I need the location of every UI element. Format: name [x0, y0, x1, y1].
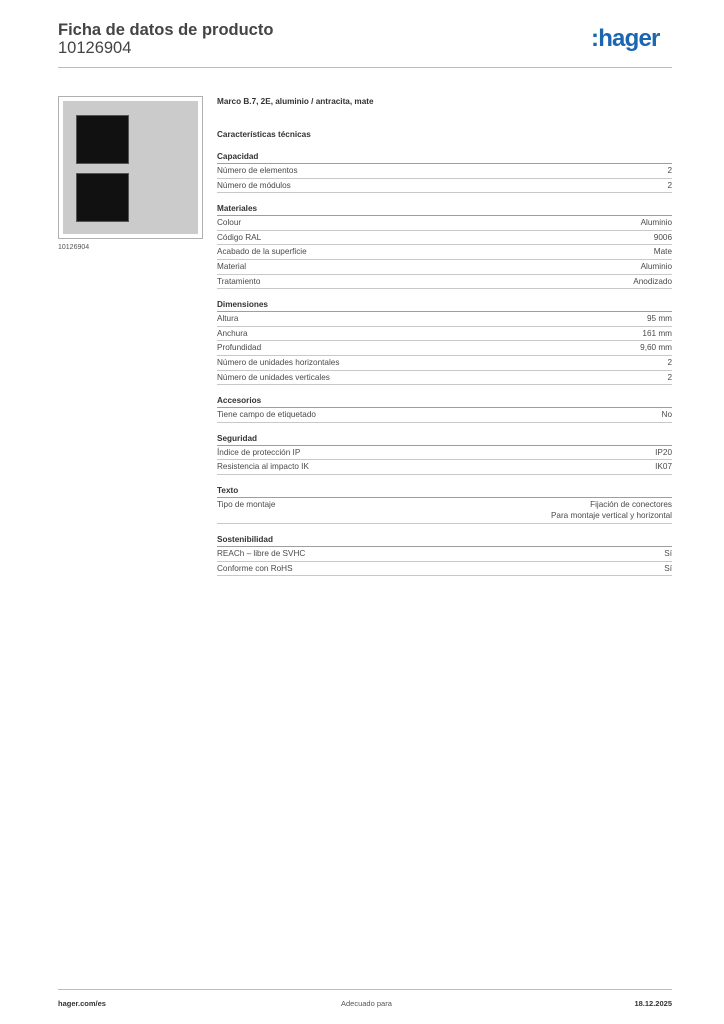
product-image	[58, 96, 203, 239]
spec-row	[217, 341, 672, 356]
spec-row	[217, 460, 672, 475]
spec-label: Código RAL	[217, 232, 262, 242]
spec-label: Número de unidades horizontales	[217, 357, 340, 367]
spec-row	[217, 275, 672, 290]
spec-label: Tiene campo de etiquetado	[217, 410, 316, 420]
section-title: Texto	[217, 485, 672, 498]
spec-value-line-1: Fijación de conectores	[590, 499, 672, 509]
section-accesorios	[217, 395, 672, 423]
spec-value: IK07	[655, 462, 672, 472]
image-caption: 10126904	[58, 244, 90, 251]
section-title: Seguridad	[217, 433, 672, 446]
hager-logo[interactable]: :hager	[591, 25, 660, 52]
spec-row	[217, 231, 672, 246]
spec-row	[217, 260, 672, 275]
spec-value: Mate	[653, 247, 672, 257]
spec-value: Aluminio	[640, 218, 672, 228]
section-title: Dimensiones	[217, 299, 672, 312]
spec-value: 9,60 mm	[640, 343, 672, 353]
spec-label: Profundidad	[217, 343, 262, 353]
header-divider	[58, 67, 672, 68]
spec-label: Índice de protección IP	[217, 447, 301, 457]
spec-row	[217, 562, 672, 577]
spec-value: 2	[667, 180, 672, 190]
spec-label: Tratamiento	[217, 276, 261, 286]
spec-label: Número de unidades verticales	[217, 372, 330, 382]
product-title: Marco B.7, 2E, aluminio / antracita, mate	[217, 97, 374, 106]
spec-value: No	[661, 410, 672, 420]
frame-opening-bottom	[76, 173, 129, 222]
frame-opening-top	[76, 115, 129, 164]
spec-row	[217, 179, 672, 194]
section-title: Capacidad	[217, 151, 672, 164]
spec-label: Anchura	[217, 328, 248, 338]
spec-label: Número de elementos	[217, 166, 298, 175]
section-dimensiones	[217, 299, 672, 385]
section-materiales	[217, 203, 672, 289]
spec-value: 2	[667, 372, 672, 382]
spec-label: REACh – libre de SVHC	[217, 548, 306, 558]
spec-value: 9006	[653, 232, 672, 242]
section-texto	[217, 485, 672, 524]
spec-label: Conforme con RoHS	[217, 563, 293, 573]
spec-label: Número de módulos	[217, 180, 291, 190]
spec-row	[217, 356, 672, 371]
spec-label: Acabado de la superficie	[217, 247, 307, 257]
spec-row	[217, 312, 672, 327]
spec-value: 2	[667, 166, 672, 175]
section-title: Accesorios	[217, 395, 672, 408]
footer-center-text: Adecuado para	[341, 999, 392, 1008]
spec-label: Tipo de montaje	[217, 499, 276, 509]
spec-value-line-2: Para montaje vertical y horizontal	[550, 510, 672, 520]
tech-heading: Características técnicas	[217, 130, 311, 139]
spec-value	[551, 499, 672, 521]
spec-label: Colour	[217, 218, 242, 228]
product-number: 10126904	[58, 39, 132, 57]
spec-value: Sí	[664, 563, 672, 573]
spec-value: 161 mm	[642, 328, 672, 338]
footer-divider	[58, 989, 672, 990]
spec-row	[217, 327, 672, 342]
frame-photo	[63, 101, 198, 234]
spec-value: IP20	[655, 447, 672, 457]
footer-website-link[interactable]: hager.com/es	[58, 999, 106, 1008]
spec-row	[217, 371, 672, 386]
spec-row	[217, 446, 672, 461]
section-capacidad	[217, 151, 672, 193]
spec-label: Material	[217, 261, 247, 271]
spec-label: Resistencia al impacto IK	[217, 462, 309, 472]
spec-label: Altura	[217, 314, 239, 324]
spec-row	[217, 245, 672, 260]
spec-value: 95 mm	[646, 314, 672, 324]
spec-value: Anodizado	[633, 276, 672, 286]
section-title: Materiales	[217, 203, 672, 216]
spec-value: Aluminio	[640, 261, 672, 271]
spec-row	[217, 547, 672, 562]
spec-row	[217, 216, 672, 231]
spec-row	[217, 164, 672, 179]
spec-row	[217, 408, 672, 423]
doc-title: Ficha de datos de producto	[58, 21, 274, 39]
section-seguridad	[217, 433, 672, 475]
footer-date: 18.12.2025	[634, 999, 672, 1008]
spec-value: Sí	[664, 548, 672, 558]
spec-content	[217, 96, 672, 576]
spec-row	[217, 498, 672, 524]
section-title: Sostenibilidad	[217, 534, 672, 547]
section-sostenibilidad	[217, 534, 672, 576]
spec-value: 2	[667, 357, 672, 367]
